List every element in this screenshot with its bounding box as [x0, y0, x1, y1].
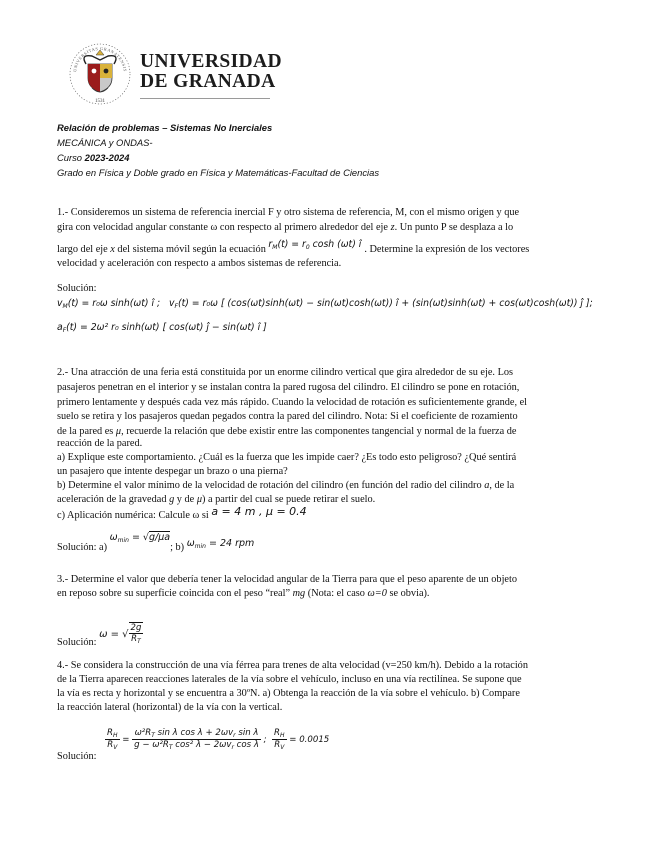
- university-name-line1: UNIVERSIDAD: [140, 51, 283, 72]
- p1-solution-velocities: $v_M(t) = r_0\omega$ sinh(ωt) î ; $v_F(t) = r_0\omega$ [ (cos(ωt)sinh(ωt) − sin(ωt)cosh(ωt)) î + (sin(ωt)sinh(ωt) + cos(ωt)cosh(ωt)) ĵ ];: [57, 298, 593, 310]
- p2-line-6: reacción de la pared.: [57, 438, 143, 449]
- p4-solution-label: Solución:: [57, 751, 97, 762]
- university-name-line2: DE GRANADA: [140, 71, 276, 92]
- p3-line-2: en reposo sobre su superficie coincida con el peso “real” mg (Nota: el caso ω=0 se obvia).: [57, 588, 430, 599]
- p1-solution-acceleration: $a_F(t) = 2\omega^2$ r₀ sinh(ωt) [ cos(ωt) ĵ − sin(ωt) î ]: [57, 322, 267, 334]
- p3-line-1: 3.- Determine el valor que debería tener la velocidad angular de la Tierra para que el peso aparente de un objeto: [57, 574, 518, 585]
- p1-line-3: largo del eje x del sistema móvil según la ecuación $r_M(t) = r_0$ cosh (ωt) î . Determine la expresión de los vectores: [57, 239, 530, 255]
- course-year: 2023-2024: [84, 152, 130, 163]
- p2-numeric-values: a = 4 m , μ = 0.4: [211, 505, 307, 518]
- doc-course: Curso 2023-2024: [57, 152, 130, 163]
- p2-line-11: c) Aplicación numérica: Calcule ω si a = 4 m , μ = 0.4: [57, 505, 307, 521]
- p4-ratio-formula: $\frac{R_H}{R_V}$ = $\frac{\omega^2R_T \sin \lambda \cos \lambda + 2\omega v_r \sin \lambda}{g - \omega^2R_T \cos^2 \lambda - 2\omega v_r \cos \lambda}$ ; $\frac{R_H}{R_V}$ = 0.0015: [107, 728, 330, 751]
- p1-position-equation: $r_M(t) = r_0$ cosh (ωt) î: [268, 239, 365, 251]
- p1-line-1: 1.- Consideremos un sistema de referencia inercial F y otro sistema de referencia, M, con el mismo origen y que: [57, 207, 520, 218]
- p4-line-2: de la Tierra aparecen reacciones laterales de la vía sobre el vehículo, incluso en una vía rectilínea. Se supone que: [57, 674, 522, 685]
- p2-line-5: de la pared es μ, recuerde la relación que debe existir entre las componentes tangencial y normal de la fuerza de: [57, 426, 517, 437]
- p2-line-1: 2.- Una atracción de una feria está constituida por un enorme cilindro vertical que gira alrededor de su eje. Los: [57, 367, 514, 378]
- doc-subject: MECÁNICA y ONDAS-: [57, 137, 153, 148]
- p2-omega-min-formula: $\omega_{min} = √g/\mu a$: [109, 532, 171, 544]
- header-divider: [140, 98, 270, 99]
- doc-title: Relación de problemas – Sistemas No Inerciales: [57, 122, 273, 133]
- p2-line-10: aceleración de la gravedad g y de μ) a partir del cual se puede retirar el suelo.: [57, 494, 376, 505]
- doc-degree: Grado en Física y Doble grado en Física y Matemáticas-Facultad de Ciencias: [57, 167, 380, 178]
- p1-line-4: velocidad y aceleración con respecto a ambos sistemas de referencia.: [57, 258, 342, 269]
- p4-line-1: 4.- Se considera la construcción de una vía férrea para trenes de alta velocidad (v=250 km/h). Debido a la rotación: [57, 660, 528, 671]
- university-name: [140, 52, 282, 92]
- p3-solution: Solución: ω = √ $\frac{2g}{R_T}$: [57, 623, 142, 648]
- p2-line-7: a) Explique este comportamiento. ¿Cuál es la fuerza que les impide caer? ¿Es todo esto peligroso? ¿Qué sentirá: [57, 452, 517, 463]
- p4-ratio-value: = 0.0015: [289, 735, 330, 745]
- seal-text: UNIVERSITAS GRANATENSIS: [72, 45, 128, 73]
- university-seal-logo: [68, 42, 132, 106]
- p4-line-3: la vía es recta y horizontal y se encuentra a 30ºN. a) Obtenga la reacción de la vía sobre el vehículo. b) Compare: [57, 688, 520, 699]
- p1-line-2: gira con velocidad angular constante ω con respecto al primero alrededor del eje z. Un punto P se desplaza a lo: [57, 222, 514, 233]
- p4-line-4: la reacción lateral (horizontal) de la vía con la vertical.: [57, 702, 283, 713]
- p2-line-9: b) Determine el valor mínimo de la velocidad de rotación del cilindro (en función del radio del cilindro a, de la: [57, 480, 515, 491]
- p2-line-3: primero lentamente y después cada vez más rápido. Cuando la velocidad de rotación es suficientemente grande, el: [57, 397, 528, 408]
- p1-solution-label: Solución:: [57, 283, 97, 294]
- p2-omega-min-value: 24 rpm: [219, 538, 255, 549]
- p2-line-2: pasajeros penetran en el interior y se instalan contra la pared rugosa del cilindro. El cilindro se pone en rotación,: [57, 382, 520, 393]
- seal-year: 1531: [95, 99, 105, 104]
- p3-omega-formula: ω = √ $\frac{2g}{R_T}$: [99, 623, 142, 645]
- p2-line-8: un pasajero que intente despegar un brazo o una pierna?: [57, 466, 288, 477]
- p2-line-4: suelo se retira y los pasajeros quedan pegados contra la pared del cilindro. Nota: Si el coeficiente de rozamiento: [57, 411, 518, 422]
- p2-solution: Solución: a) $\omega_{min} = √g/\mu a$; b) $\omega_{min} = 24$ rpm: [57, 532, 255, 553]
